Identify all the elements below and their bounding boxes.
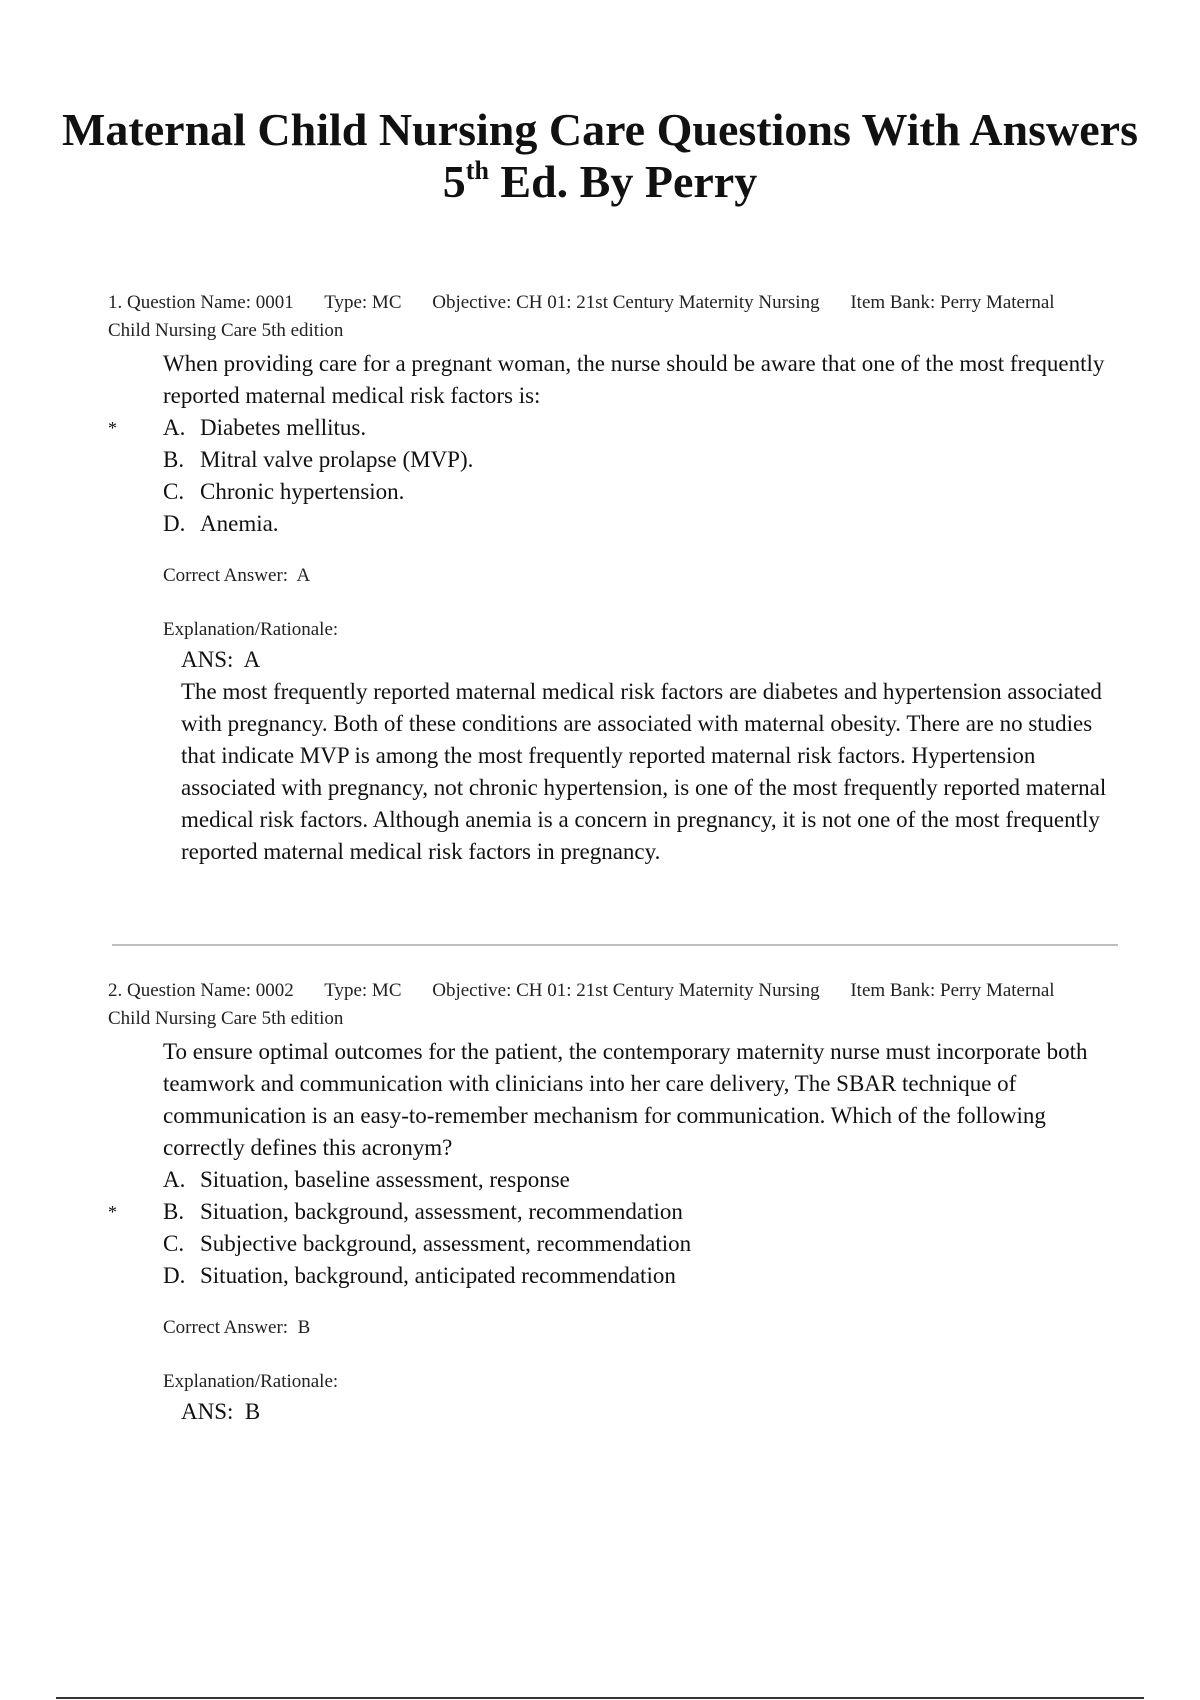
title-line-1: Maternal Child Nursing Care Questions With Answers [62,104,1138,155]
ans-line [181,1396,1118,1428]
question-meta [108,977,1118,1033]
correct-answer-value: A [296,565,311,586]
ans-value: A [243,647,261,672]
question-divider [112,944,1118,946]
option-letter: C. [163,1231,185,1256]
question-type: Type: MC [324,980,402,1001]
question-item-bank-cont: Child Nursing Care 5th edition [108,320,344,341]
ans-label: ANS: [181,647,234,672]
option-text: Anemia. [200,511,279,536]
question-item-bank: Item Bank: Perry Maternal [850,980,1055,1001]
correct-answer [163,1314,1118,1342]
option-d [108,1260,1118,1292]
document-title [0,104,1200,208]
question-item-bank-cont: Child Nursing Care 5th edition [108,1008,344,1029]
correct-marker: * [108,1202,117,1222]
option-text: Subjective background, assessment, recommendation [200,1231,692,1256]
ans-line [181,644,1118,676]
question-type: Type: MC [324,292,402,313]
question-stem: To ensure optimal outcomes for the patient, the contemporary maternity nurse must incorporate both teamwork and communication with clinicians into her care delivery, The SBAR technique of communication is an easy-to-remember mechanism for communication. Which of the following correctly defines this acronym? [163,1039,1088,1160]
option-a [108,412,1118,444]
question-stem: When providing care for a pregnant woman, the nurse should be aware that one of the most frequently reported maternal medical risk factors is: [163,351,1105,408]
question-objective: Objective: CH 01: 21st Century Maternity Nursing [432,980,820,1001]
page-footer-rule [56,1697,1144,1699]
explanation-label: Explanation/Rationale: [163,619,339,640]
option-letter: C. [163,479,185,504]
question-number: 2. Question Name: 0002 [108,980,294,1001]
explanation-label: Explanation/Rationale: [163,1371,339,1392]
option-text: Situation, baseline assessment, response [200,1167,570,1192]
correct-answer-label: Correct Answer: [163,1317,289,1338]
option-text: Chronic hypertension. [200,479,405,504]
question-meta [108,289,1118,345]
option-text: Mitral valve prolapse (MVP). [200,447,474,472]
rationale-text: The most frequently reported maternal medical risk factors are diabetes and hypertension associated with pregnancy. Both of these conditions are associated with maternal obesity. There are no studies that indicate MVP is among the most frequently reported maternal risk factors. Hypertension associated with pregnancy, not chronic hypertension, is one of the most frequently reported maternal medical risk factors. Although anemia is a concern in pregnancy, it is not one of the most frequently reported maternal medical risk factors in pregnancy. [181,679,1107,864]
option-text: Situation, background, assessment, recommendation [200,1199,683,1224]
option-letter: A. [163,415,186,440]
option-b [108,444,1118,476]
option-letter: A. [163,1167,186,1192]
ans-label: ANS: [181,1399,234,1424]
edition-superscript: th [465,156,489,185]
option-c [108,476,1118,508]
option-letter: B. [163,447,185,472]
question-item-bank: Item Bank: Perry Maternal [850,292,1055,313]
option-text: Situation, background, anticipated recommendation [200,1263,676,1288]
title-line-2: 5th Ed. By Perry [442,156,758,207]
option-text: Diabetes mellitus. [200,415,367,440]
option-a [108,1164,1118,1196]
option-letter: D. [163,1263,186,1288]
correct-answer [163,562,1118,590]
option-letter: D. [163,511,186,536]
correct-marker: * [108,418,117,438]
question-objective: Objective: CH 01: 21st Century Maternity Nursing [432,292,820,313]
answer-options [108,412,1118,540]
question-number: 1. Question Name: 0001 [108,292,294,313]
question-block-2 [108,977,1118,1428]
correct-answer-label: Correct Answer: [163,565,289,586]
option-d [108,508,1118,540]
question-block-1 [108,289,1118,868]
answer-options [108,1164,1118,1292]
option-b [108,1196,1118,1228]
ans-value: B [244,1399,261,1424]
correct-answer-value: B [297,1317,311,1338]
option-c [108,1228,1118,1260]
option-letter: B. [163,1199,185,1224]
